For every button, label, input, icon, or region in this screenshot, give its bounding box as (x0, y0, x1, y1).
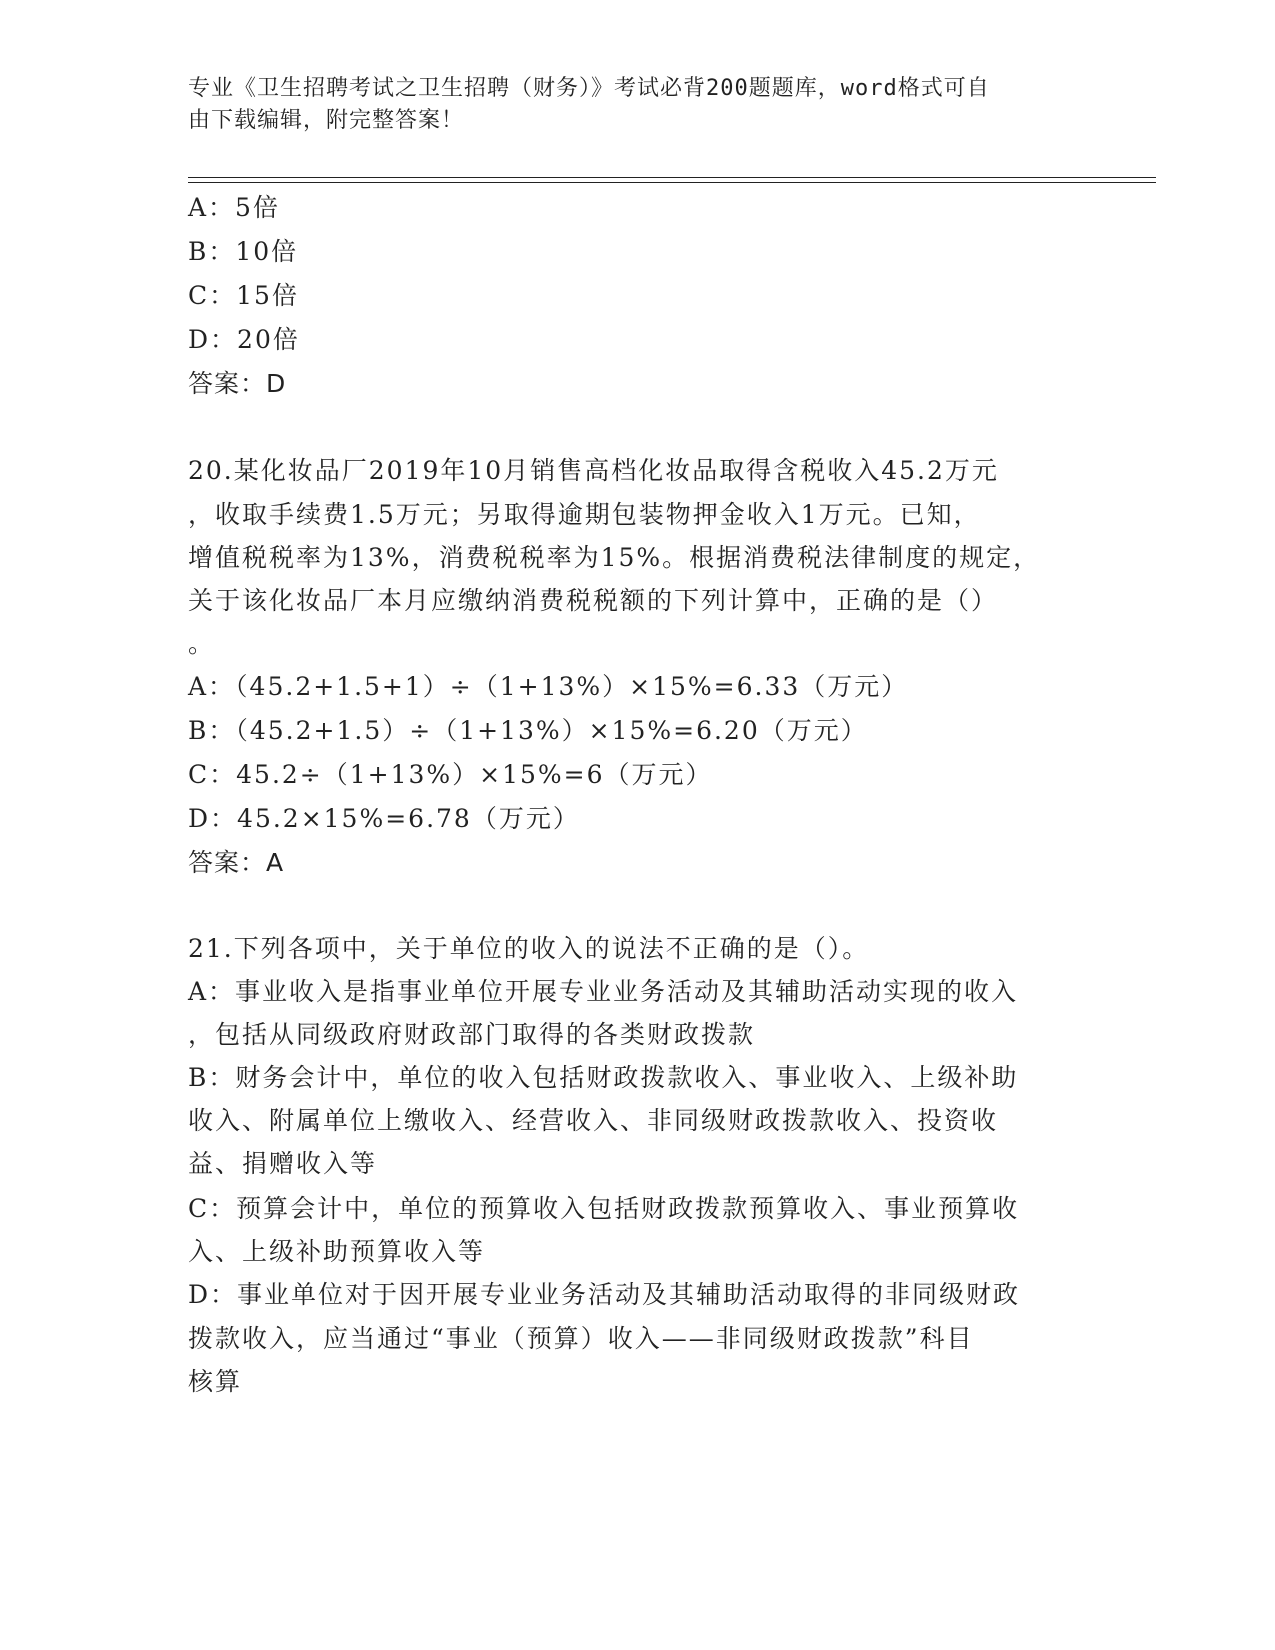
question-stem-line: 关于该化妆品厂本月应缴纳消费税税额的下列计算中，正确的是（） (188, 586, 999, 615)
header-rule-bottom (188, 182, 1156, 183)
option-b-line: 收入、附属单位上缴收入、经营收入、非同级财政拨款收入、投资收 (188, 1106, 999, 1135)
header-line-2: 由下载编辑，附完整答案！ (188, 108, 465, 133)
option-a-line: ，包括从同级政府财政部门取得的各类财政拨款 (188, 1020, 756, 1049)
option-a-line: A：事业收入是指事业单位开展专业业务活动及其辅助活动实现的收入 (188, 977, 1019, 1006)
document-header (188, 73, 1068, 137)
answer-label: 答案：D (188, 369, 287, 398)
option-d-line: 核算 (188, 1367, 243, 1396)
option-c: C：15倍 (188, 281, 299, 310)
option-b-line: B：财务会计中，单位的收入包括财政拨款收入、事业收入、上级补助 (188, 1063, 1019, 1092)
option-b-line: 益、捐赠收入等 (188, 1149, 378, 1178)
option-b: B：10倍 (188, 237, 299, 266)
question-stem-line: 。 (188, 629, 216, 658)
option-d-line: 拨款收入，应当通过“事业（预算）收入——非同级财政拨款”科目 (188, 1324, 974, 1353)
header-line-1: 专业《卫生招聘考试之卫生招聘（财务）》考试必背200题题库，word格式可自 (188, 76, 990, 101)
option-d-line: D：事业单位对于因开展专业业务活动及其辅助活动取得的非同级财政 (188, 1280, 1021, 1309)
option-d: D：20倍 (188, 325, 300, 354)
option-a: A：（45.2+1.5+1）÷（1+13%）×15%=6.33（万元） (188, 672, 909, 701)
option-c-line: 入、上级补助预算收入等 (188, 1237, 486, 1266)
header-rule-top (188, 177, 1156, 178)
question-stem: 21.下列各项中，关于单位的收入的说法不正确的是（）。 (188, 934, 870, 963)
question-stem-line: 增值税税率为13%，消费税税率为15%。根据消费税法律制度的规定， (188, 543, 1041, 572)
answer-label: 答案：A (188, 848, 285, 877)
question-stem-line: 20.某化妆品厂2019年10月销售高档化妆品取得含税收入45.2万元 (188, 456, 999, 485)
question-stem-line: ，收取手续费1.5万元；另取得逾期包装物押金收入1万元。已知， (188, 500, 981, 529)
option-c: C：45.2÷（1+13%）×15%=6（万元） (188, 760, 713, 789)
option-a: A：5倍 (188, 193, 280, 222)
option-d: D：45.2×15%=6.78（万元） (188, 804, 580, 833)
option-c-line: C：预算会计中，单位的预算收入包括财政拨款预算收入、事业预算收 (188, 1194, 1020, 1223)
option-b: B：（45.2+1.5）÷（1+13%）×15%=6.20（万元） (188, 716, 868, 745)
